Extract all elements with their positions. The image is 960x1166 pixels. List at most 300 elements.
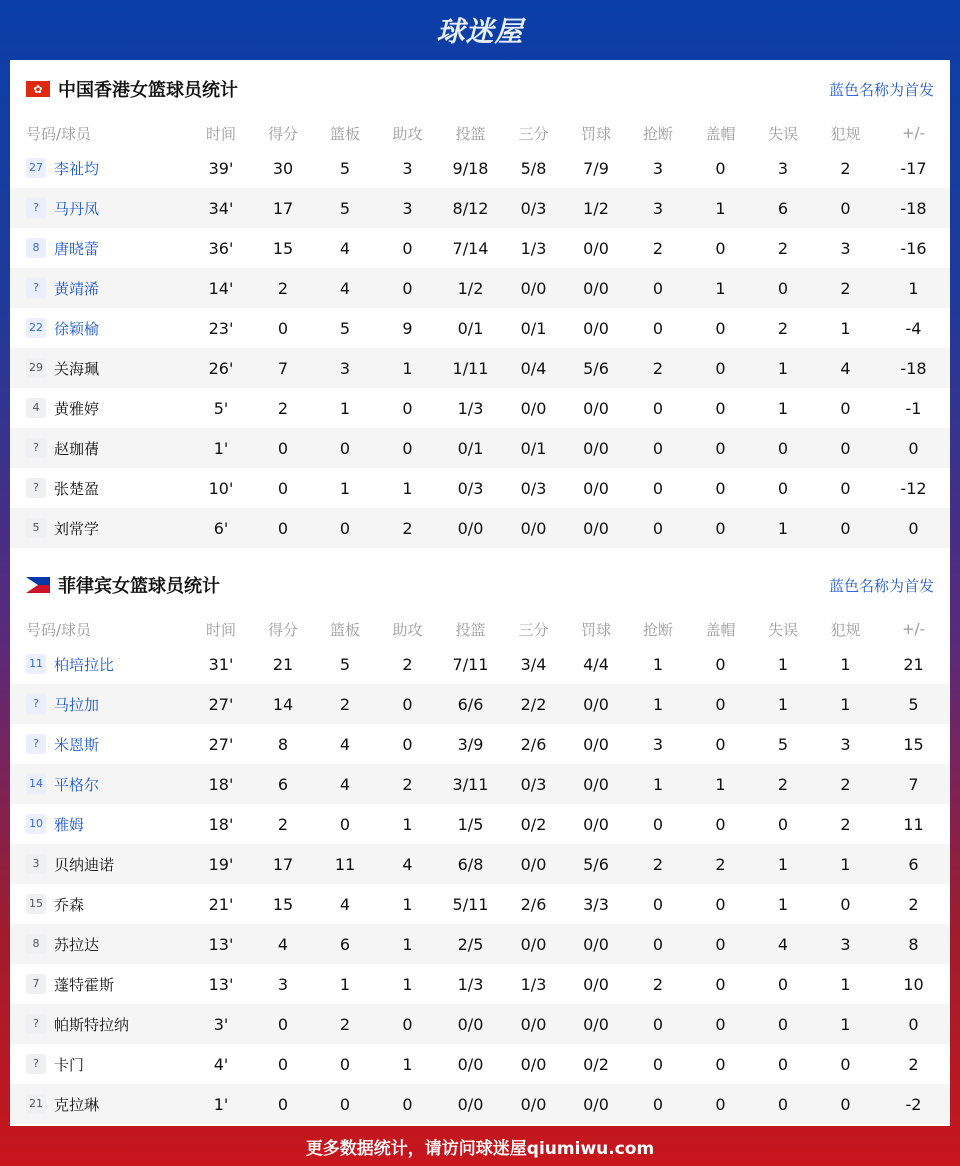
stat-cell: 0 — [715, 478, 726, 498]
stat-cell: 0 — [908, 518, 919, 538]
player-cell — [10, 188, 190, 228]
stat-cell: 0 — [777, 1054, 789, 1074]
player-name-link[interactable]: 马丹凤 — [54, 199, 100, 218]
stat-cell: 23' — [208, 318, 234, 338]
stat-cell: 0/0 — [583, 1014, 609, 1034]
stat-cell: 1 — [715, 278, 726, 298]
section-title — [26, 572, 220, 598]
stat-cell: 0 — [777, 438, 789, 458]
stat-cell: 0/0 — [583, 734, 609, 754]
column-header: 时间 — [205, 620, 236, 639]
stat-cell: 0/0 — [520, 1014, 547, 1034]
section-title-text: 菲律宾女篮球员统计 — [58, 576, 220, 597]
stat-cell: 0 — [339, 518, 351, 538]
player-cell — [10, 724, 190, 764]
stat-cell: 1 — [652, 774, 664, 794]
stat-cell: 0/2 — [520, 814, 547, 834]
player-name-link[interactable]: 卡门 — [54, 1055, 85, 1074]
stat-cell: 0/3 — [520, 774, 547, 794]
stat-cell: 13' — [208, 974, 234, 994]
stat-cell: 0 — [715, 974, 726, 994]
table-row[interactable] — [10, 684, 950, 724]
jersey-number-badge: 3 — [26, 854, 46, 874]
column-header: 投篮 — [455, 124, 486, 143]
stat-cell: 7 — [908, 774, 919, 794]
stat-cell: 30 — [272, 158, 294, 178]
stat-cell: 0 — [652, 1014, 664, 1034]
jersey-number-badge: ? — [26, 694, 46, 714]
stat-cell: 1 — [339, 398, 351, 418]
stat-cell: 1 — [777, 518, 789, 538]
player-cell — [10, 884, 190, 924]
jersey-number-badge: 5 — [26, 518, 46, 538]
table-row[interactable] — [10, 268, 950, 308]
stat-cell: 0 — [277, 518, 289, 538]
stat-cell: 2 — [652, 358, 664, 378]
player-name-link[interactable]: 张楚盈 — [54, 479, 100, 498]
stat-cell: 0/0 — [583, 974, 609, 994]
stat-cell: 2 — [840, 158, 851, 178]
table-row[interactable] — [10, 428, 950, 468]
stat-cell: -17 — [900, 158, 927, 178]
player-name-link[interactable]: 克拉琳 — [54, 1095, 100, 1114]
stat-cell: 0 — [277, 318, 289, 338]
table-row[interactable] — [10, 348, 950, 388]
stat-cell: 2 — [840, 774, 851, 794]
stat-cell: 1 — [777, 854, 789, 874]
stat-cell: 0 — [715, 654, 726, 674]
stat-cell: 0 — [777, 974, 789, 994]
stat-cell: 0/0 — [520, 278, 547, 298]
stat-cell: 0 — [715, 398, 726, 418]
table-row[interactable] — [10, 228, 950, 268]
stat-cell: 0/0 — [583, 278, 609, 298]
section-header — [10, 556, 950, 614]
stat-cell: 0 — [652, 1054, 664, 1074]
stat-cell: 0 — [402, 1014, 413, 1034]
stat-cell: 8 — [908, 934, 919, 954]
stat-cell: 0 — [339, 814, 351, 834]
column-header: 抢断 — [642, 620, 673, 639]
stat-cell: 0/1 — [457, 318, 484, 338]
stat-cell: 1 — [777, 358, 789, 378]
table-row[interactable] — [10, 644, 950, 684]
stat-cell: 1 — [339, 478, 351, 498]
player-name-link[interactable]: 关海珮 — [54, 359, 100, 378]
stat-cell: 6 — [777, 198, 789, 218]
player-name-link[interactable]: 雅姆 — [54, 815, 85, 834]
stat-cell: 7/9 — [583, 158, 609, 178]
stat-cell: 1 — [652, 694, 664, 714]
player-name-link[interactable]: 乔森 — [54, 895, 85, 914]
stat-cell: 4 — [777, 934, 789, 954]
stat-cell: 0 — [339, 1054, 351, 1074]
section-header — [10, 60, 950, 118]
stat-cell: 1 — [777, 894, 789, 914]
stat-cell: 4 — [339, 734, 351, 754]
stat-cell: -18 — [900, 198, 927, 218]
column-header: +/- — [901, 124, 926, 142]
stat-cell: 2 — [715, 854, 726, 874]
stat-cell: 34' — [208, 198, 234, 218]
stat-cell: 4 — [840, 358, 851, 378]
stat-cell: 9 — [402, 318, 413, 338]
stat-cell: 0/0 — [520, 518, 547, 538]
table-row[interactable] — [10, 308, 950, 348]
stat-cell: 1 — [777, 398, 789, 418]
player-name-link[interactable]: 马拉加 — [54, 695, 100, 714]
stat-cell: 1 — [840, 854, 851, 874]
stat-cell: -18 — [900, 358, 927, 378]
stat-cell: 4 — [402, 854, 413, 874]
stat-cell: 1/3 — [457, 398, 484, 418]
jersey-number-badge: 27 — [26, 158, 46, 178]
stat-cell: 2 — [402, 518, 413, 538]
stat-cell: 0 — [652, 518, 664, 538]
stat-cell: 0 — [840, 518, 851, 538]
stat-cell: 0 — [715, 1014, 726, 1034]
column-header: 号码/球员 — [26, 124, 92, 143]
stat-cell: 0 — [908, 438, 919, 458]
column-header: 罚球 — [580, 124, 611, 143]
stat-cell: 6/8 — [457, 854, 484, 874]
stat-cell: 1/11 — [452, 358, 489, 378]
stat-cell: 1 — [402, 1054, 413, 1074]
stat-cell: 0/3 — [520, 198, 547, 218]
stat-cell: 3/9 — [457, 734, 484, 754]
player-cell — [10, 644, 190, 684]
column-header: 投篮 — [455, 620, 486, 639]
stat-cell: 14' — [208, 278, 234, 298]
stat-cell: 1 — [840, 654, 851, 674]
stat-cell: 0 — [652, 478, 664, 498]
stat-cell: 1 — [840, 694, 851, 714]
table-row[interactable] — [10, 508, 950, 548]
stat-cell: 14 — [272, 694, 294, 714]
stat-cell: 0 — [840, 478, 851, 498]
table-row[interactable] — [10, 924, 950, 964]
stat-cell: 4 — [339, 238, 351, 258]
footer-text[interactable]: 更多数据统计，请访问球迷屋qiumiwu.com — [305, 1138, 655, 1159]
stat-cell: 0 — [652, 278, 664, 298]
stat-cell: 2 — [840, 278, 851, 298]
stat-cell: 0 — [715, 814, 726, 834]
stat-cell: 0 — [402, 278, 413, 298]
stat-cell: 10 — [903, 974, 924, 994]
stat-cell: 0 — [840, 1054, 851, 1074]
stat-cell: 0 — [777, 278, 789, 298]
stat-cell: 0 — [715, 934, 726, 954]
stat-cell: 9/18 — [452, 158, 489, 178]
player-name-link[interactable]: 米恩斯 — [54, 735, 100, 754]
jersey-number-badge: 11 — [26, 654, 46, 674]
stat-cell: 2 — [402, 654, 413, 674]
stat-cell: 0 — [652, 1094, 664, 1114]
stat-cell: 0 — [652, 438, 664, 458]
stat-cell: 0/0 — [457, 1054, 484, 1074]
stat-cell: 2 — [777, 318, 789, 338]
stat-cell: 0 — [277, 1014, 289, 1034]
column-header: 助攻 — [392, 124, 423, 143]
stat-cell: 0/0 — [583, 518, 609, 538]
stat-cell: 1/2 — [583, 198, 609, 218]
stat-cell: 11 — [334, 854, 356, 874]
stat-cell: 1 — [715, 198, 726, 218]
player-name-link[interactable]: 平格尔 — [54, 775, 100, 794]
column-header: 号码/球员 — [26, 620, 92, 639]
stat-cell: 0 — [277, 478, 289, 498]
stat-cell: 0/0 — [583, 934, 609, 954]
stat-cell: 2/6 — [520, 894, 547, 914]
jersey-number-badge: ? — [26, 1054, 46, 1074]
stat-cell: 6 — [908, 854, 919, 874]
stat-cell: 0 — [908, 1014, 919, 1034]
table-row[interactable] — [10, 1084, 950, 1124]
player-cell — [10, 348, 190, 388]
stat-cell: 5/8 — [520, 158, 547, 178]
stat-cell: 1 — [777, 694, 789, 714]
table-header-row — [10, 118, 950, 148]
stat-cell: 5 — [339, 318, 351, 338]
table-row[interactable] — [10, 804, 950, 844]
stat-cell: 0/0 — [583, 318, 609, 338]
stat-cell: 0/0 — [457, 518, 484, 538]
player-name-link[interactable]: 贝纳迪诺 — [54, 855, 115, 874]
stat-cell: 1' — [213, 1094, 229, 1114]
player-stats-table — [10, 614, 950, 1124]
stat-cell: 5' — [213, 398, 229, 418]
table-row[interactable] — [10, 148, 950, 188]
player-cell — [10, 308, 190, 348]
jersey-number-badge: ? — [26, 1014, 46, 1034]
stat-cell: 0/3 — [457, 478, 484, 498]
top-banner — [0, 0, 960, 60]
stat-cell: 6/6 — [457, 694, 484, 714]
stat-cell: 3 — [402, 198, 413, 218]
table-row[interactable] — [10, 1044, 950, 1084]
stat-cell: 26' — [208, 358, 234, 378]
stat-cell: 3/11 — [452, 774, 489, 794]
stat-cell: -1 — [905, 398, 922, 418]
stat-cell: 1 — [339, 974, 351, 994]
stat-cell: 6 — [277, 774, 289, 794]
table-row[interactable] — [10, 1004, 950, 1044]
section-title — [26, 76, 238, 102]
table-header-row — [10, 614, 950, 644]
table-row[interactable] — [10, 964, 950, 1004]
stat-cell: 7 — [277, 358, 289, 378]
stat-cell: 6' — [213, 518, 229, 538]
column-header: 犯规 — [830, 124, 861, 143]
stat-cell: 0 — [715, 1094, 726, 1114]
stat-cell: 2 — [652, 854, 664, 874]
jersey-number-badge: 29 — [26, 358, 46, 378]
team-section-hong-kong — [10, 60, 950, 548]
stat-cell: 27' — [208, 694, 234, 714]
stat-cell: 0 — [715, 694, 726, 714]
stat-cell: 2 — [652, 238, 664, 258]
stat-cell: 36' — [208, 238, 234, 258]
column-header: 得分 — [267, 124, 298, 143]
stat-cell: 2 — [652, 974, 664, 994]
jersey-number-badge: 22 — [26, 318, 46, 338]
stat-cell: 31' — [208, 654, 234, 674]
stat-cell: 0 — [840, 1094, 851, 1114]
stat-cell: 1 — [652, 654, 664, 674]
jersey-number-badge: 4 — [26, 398, 46, 418]
stat-cell: 39' — [208, 158, 234, 178]
stat-cell: 1' — [213, 438, 229, 458]
player-cell — [10, 228, 190, 268]
player-cell — [10, 1004, 190, 1044]
footer-banner[interactable] — [0, 1126, 960, 1166]
starter-legend-note: 蓝色名称为首发 — [828, 576, 934, 595]
jersey-number-badge: 15 — [26, 894, 46, 914]
stat-cell: 2 — [840, 814, 851, 834]
stat-cell: 0/0 — [520, 934, 547, 954]
stat-cell: 5 — [908, 694, 919, 714]
starter-legend-note: 蓝色名称为首发 — [828, 80, 934, 99]
column-header: 三分 — [518, 124, 549, 143]
stat-cell: 5/6 — [583, 358, 609, 378]
stat-cell: 0 — [715, 158, 726, 178]
player-cell — [10, 684, 190, 724]
stat-cell: 0 — [777, 1094, 789, 1114]
player-name-link[interactable]: 帕斯特拉纳 — [54, 1015, 130, 1034]
stat-cell: 1 — [840, 974, 851, 994]
table-row[interactable] — [10, 764, 950, 804]
stat-cell: 7/11 — [452, 654, 489, 674]
player-cell — [10, 148, 190, 188]
jersey-number-badge: 8 — [26, 238, 46, 258]
column-header: 失误 — [767, 124, 798, 143]
player-name-link[interactable]: 柏培拉比 — [54, 655, 115, 674]
column-header: 犯规 — [830, 620, 861, 639]
player-stats-table — [10, 118, 950, 548]
player-cell — [10, 1084, 190, 1124]
stat-cell: 21 — [272, 654, 294, 674]
stat-cell: 13' — [208, 934, 234, 954]
player-name-link[interactable]: 黄靖浠 — [54, 279, 100, 298]
table-row[interactable] — [10, 884, 950, 924]
column-header: 罚球 — [580, 620, 611, 639]
stat-cell: 0 — [402, 694, 413, 714]
stat-cell: 2 — [277, 398, 289, 418]
table-row[interactable] — [10, 844, 950, 884]
stat-cell: 0/2 — [583, 1054, 609, 1074]
column-header: 三分 — [518, 620, 549, 639]
stat-cell: 27' — [208, 734, 234, 754]
stat-cell: 0/0 — [583, 398, 609, 418]
stat-cell: 0 — [402, 734, 413, 754]
player-cell — [10, 964, 190, 1004]
stat-cell: 1 — [908, 278, 919, 298]
stat-cell: 0 — [652, 894, 664, 914]
stat-cell: -12 — [900, 478, 927, 498]
site-logo[interactable]: 球迷屋 — [436, 15, 524, 48]
stat-cell: 0/4 — [520, 358, 547, 378]
stat-cell: 0 — [777, 1014, 789, 1034]
table-row[interactable] — [10, 468, 950, 508]
team-section-philippines — [10, 556, 950, 1124]
column-header: 得分 — [267, 620, 298, 639]
stat-cell: 10' — [208, 478, 234, 498]
stat-cell: 0 — [339, 1094, 351, 1114]
table-row[interactable] — [10, 388, 950, 428]
stat-cell: 7/14 — [452, 238, 489, 258]
stat-cell: 2 — [277, 814, 289, 834]
stat-cell: 5/6 — [583, 854, 609, 874]
player-cell — [10, 468, 190, 508]
column-header: 抢断 — [642, 124, 673, 143]
stat-cell: 0 — [277, 1054, 289, 1074]
player-cell — [10, 268, 190, 308]
stat-cell: 17 — [272, 854, 294, 874]
table-row[interactable] — [10, 724, 950, 764]
player-name-link[interactable]: 赵珈蒨 — [54, 439, 100, 458]
player-name-link[interactable]: 徐颖榆 — [54, 319, 100, 338]
stat-cell: 5/11 — [452, 894, 489, 914]
stat-cell: 5 — [339, 654, 351, 674]
player-name-link[interactable]: 唐晓蕾 — [54, 239, 100, 258]
stat-cell: 0 — [402, 1094, 413, 1114]
column-header: 时间 — [205, 124, 236, 143]
stat-cell: 0 — [652, 398, 664, 418]
stat-cell: 1/5 — [457, 814, 484, 834]
column-header: +/- — [901, 620, 926, 638]
stat-cell: 3 — [840, 734, 851, 754]
player-name-link[interactable]: 黄雅婷 — [54, 399, 100, 418]
stat-cell: 1 — [840, 318, 851, 338]
stat-cell: 0 — [777, 814, 789, 834]
stat-cell: 19' — [208, 854, 234, 874]
stat-cell: 2 — [908, 894, 919, 914]
player-name-link[interactable]: 蓬特霍斯 — [54, 975, 115, 994]
stat-cell: 0/0 — [520, 854, 547, 874]
stat-cell: 3 — [840, 238, 851, 258]
stat-cell: 0 — [277, 1094, 289, 1114]
stat-cell: 0/0 — [457, 1094, 484, 1114]
stat-cell: 0 — [715, 734, 726, 754]
stat-cell: 0/0 — [583, 694, 609, 714]
stat-cell: 18' — [208, 814, 234, 834]
player-name-link[interactable]: 刘常学 — [54, 519, 100, 538]
stat-cell: 1/3 — [520, 974, 547, 994]
stat-cell: 1 — [402, 894, 413, 914]
player-name-link[interactable]: 李祉均 — [54, 159, 100, 178]
column-header: 助攻 — [392, 620, 423, 639]
stat-cell: 1/2 — [457, 278, 484, 298]
stat-cell: 2 — [777, 238, 789, 258]
stat-cell: 0/3 — [520, 478, 547, 498]
stat-cell: 0/0 — [583, 814, 609, 834]
stat-cell: 2 — [339, 1014, 351, 1034]
stat-cell: 11 — [903, 814, 924, 834]
player-cell — [10, 844, 190, 884]
stat-cell: 0/1 — [520, 318, 547, 338]
stat-cell: 4 — [277, 934, 289, 954]
stat-cell: 3/3 — [583, 894, 609, 914]
player-name-link[interactable]: 苏拉达 — [54, 935, 100, 954]
table-row[interactable] — [10, 188, 950, 228]
stat-cell: 1/3 — [457, 974, 484, 994]
stat-cell: 0/0 — [457, 1014, 484, 1034]
stat-cell: 3/4 — [520, 654, 547, 674]
stat-cell: 2/5 — [457, 934, 484, 954]
stat-cell: 17 — [272, 198, 294, 218]
stat-cell: 0/0 — [520, 1054, 547, 1074]
column-header: 篮板 — [329, 620, 360, 639]
